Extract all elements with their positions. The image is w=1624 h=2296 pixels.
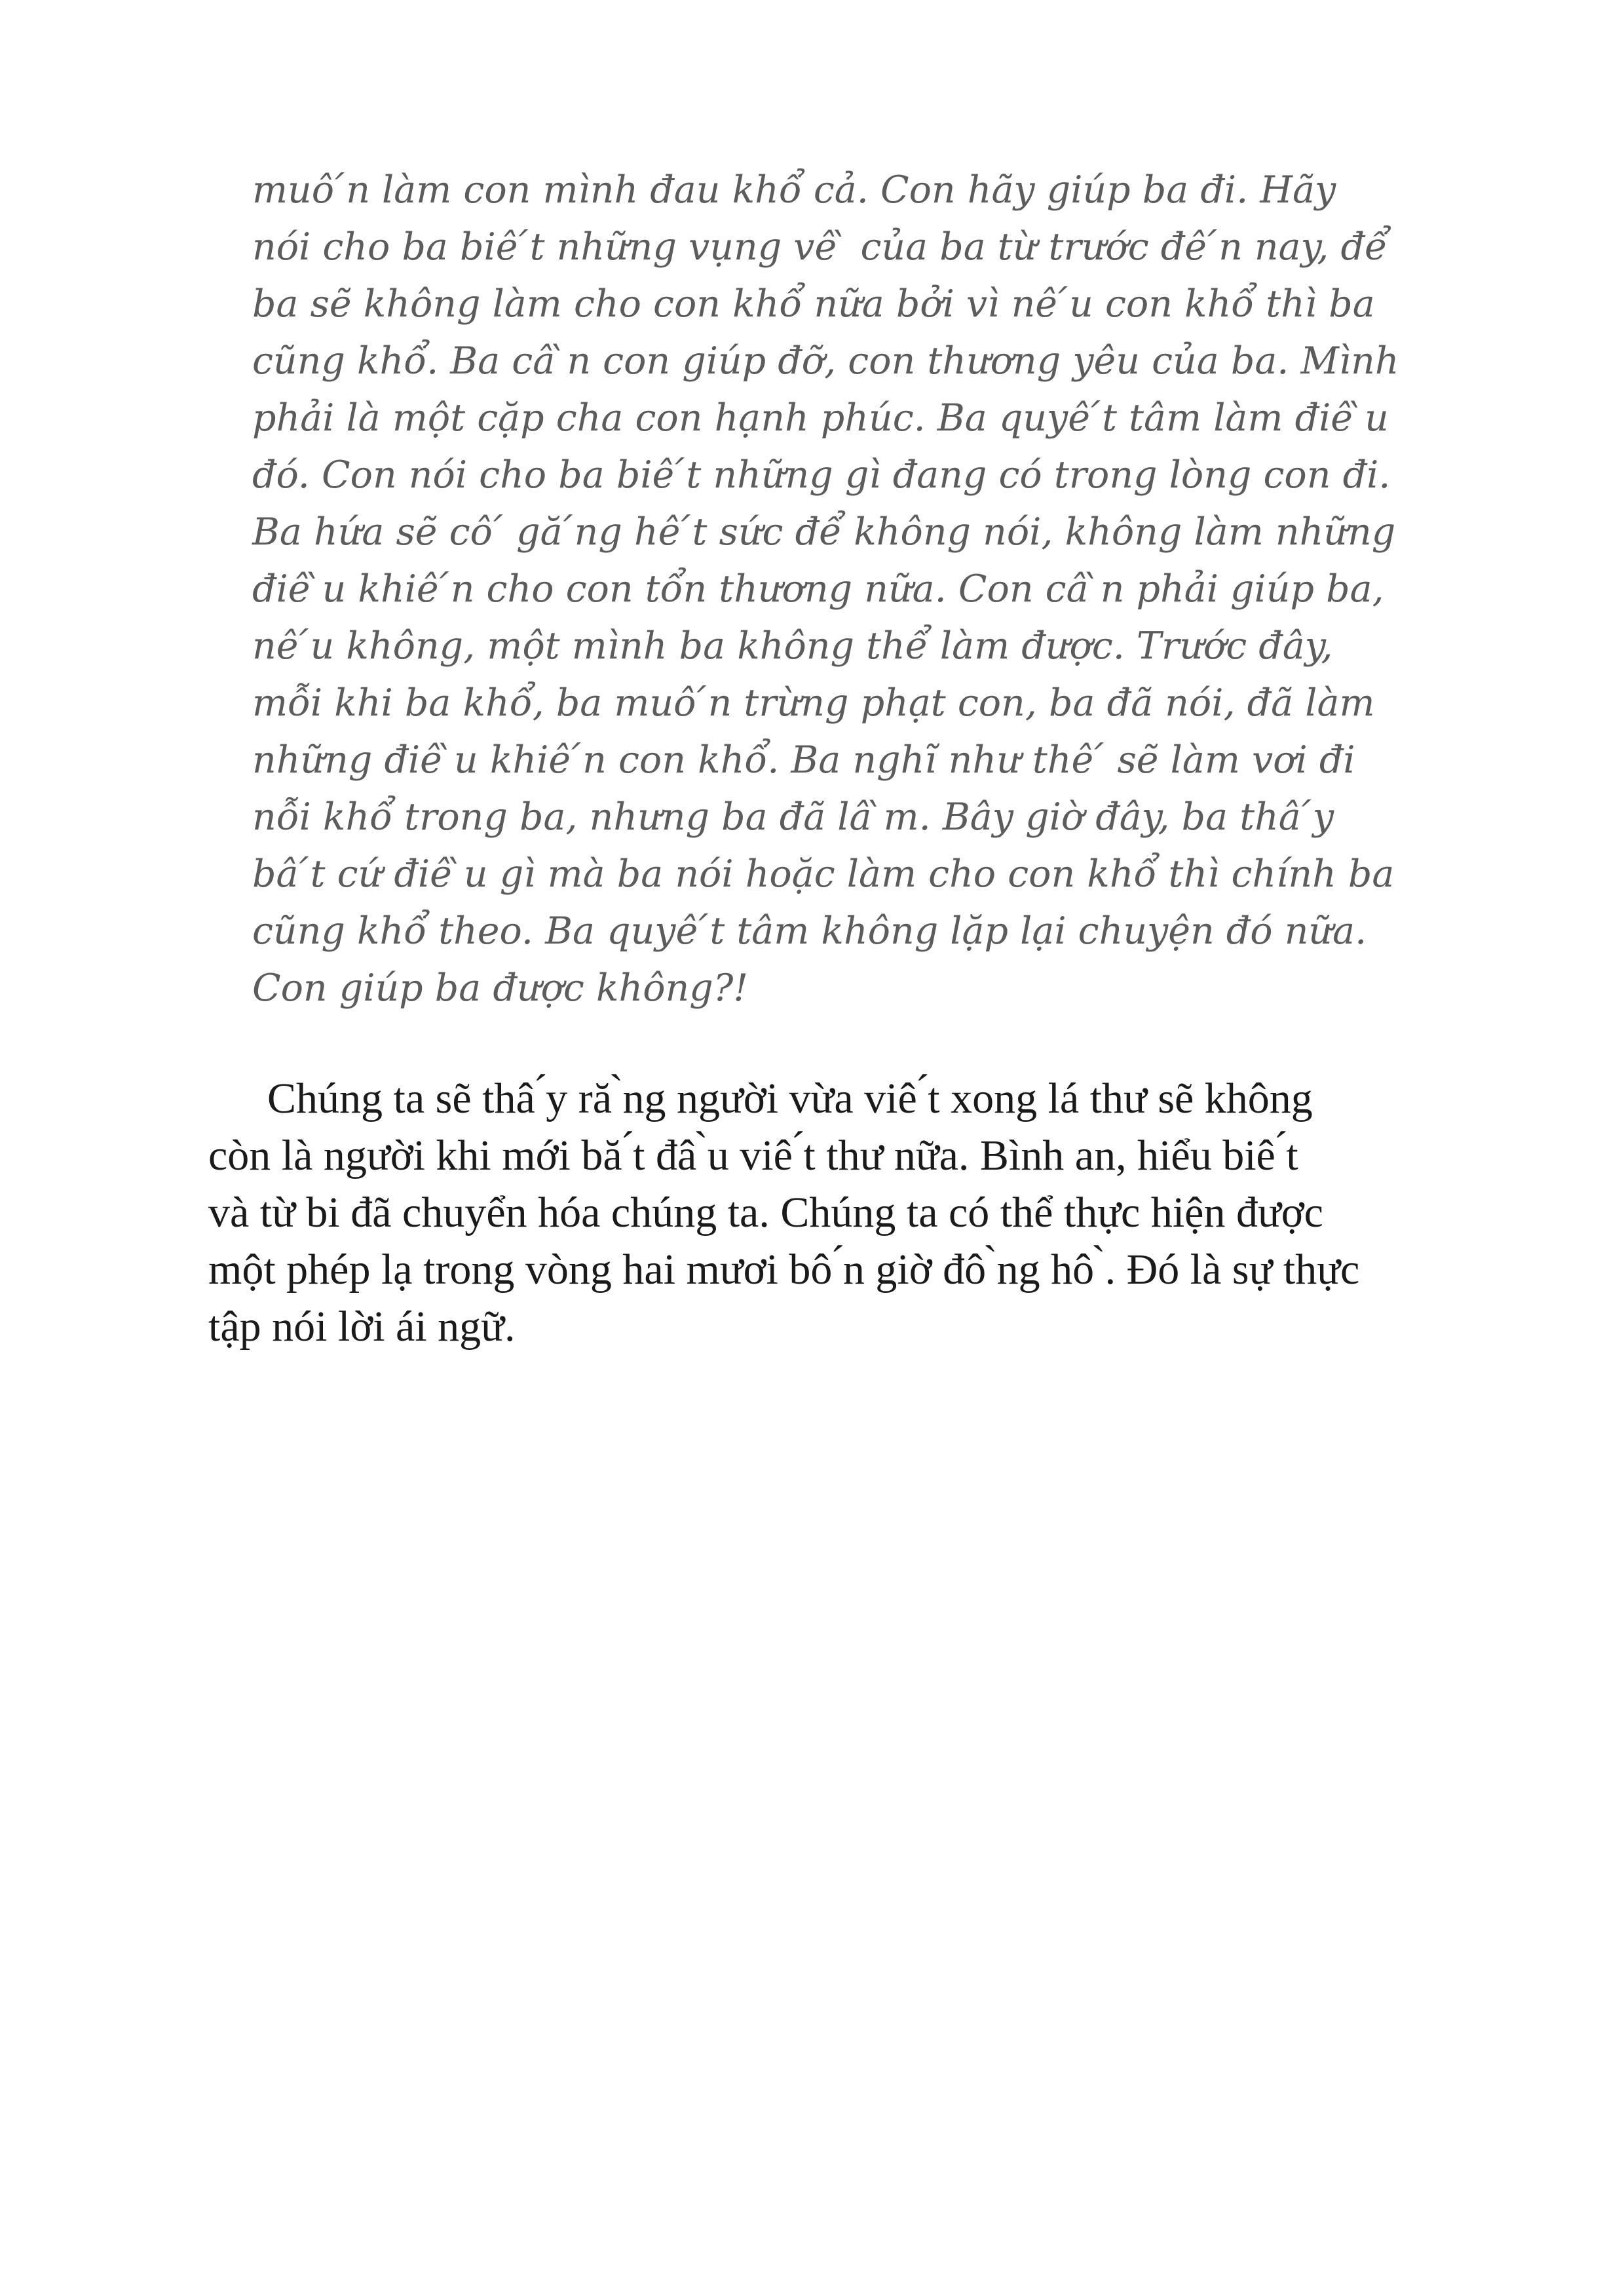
paragraph-line: còn là người khi mới bă ́t đâ ̀u viê ́t thư nữa. Bình an, hiểu biê ́t xyxy=(208,1132,1298,1179)
quote-line: Con giúp ba được không?! xyxy=(252,966,749,1010)
paragraph-line: một phép lạ trong vòng hai mươi bô ́n giờ đô ̀ng hô ̀. Đó là sự thực xyxy=(208,1246,1360,1293)
quote-line: những điê ̀u khiê ́n con khổ. Ba nghĩ như thê ́ sẽ làm vơi đi xyxy=(252,738,1355,782)
quote-line: cũng khổ. Ba câ ̀n con giúp đỡ, con thương yêu của ba. Mình xyxy=(252,339,1399,383)
body-paragraph xyxy=(208,1070,1453,1355)
paragraph-line: Chúng ta sẽ thâ ́y ră ̀ng người vừa viê ́t xong lá thư sẽ không xyxy=(267,1075,1313,1122)
quote-line: cũng khổ theo. Ba quyê ́t tâm không lặp lại chuyện đó nữa. xyxy=(252,909,1367,953)
quote-line: nói cho ba biê ́t những vụng vê ̀ của ba từ trước đê ́n nay, để xyxy=(252,225,1388,269)
quote-line: Ba hứa sẽ cô ́ gă ́ng hê ́t sức để không nói, không làm những xyxy=(252,510,1396,554)
quote-line: bâ ́t cứ điê ̀u gì mà ba nói hoặc làm cho con khổ thì chính ba xyxy=(252,852,1395,896)
paragraph-line: và từ bi đã chuyển hóa chúng ta. Chúng ta có thể thực hiện được xyxy=(208,1189,1323,1236)
quote-line: mỗi khi ba khổ, ba muô ́n trừng phạt con, ba đã nói, đã làm xyxy=(252,681,1375,725)
italic-quote-block xyxy=(252,162,1431,1017)
quote-line: phải là một cặp cha con hạnh phúc. Ba quyê ́t tâm làm điê ̀u xyxy=(252,396,1389,440)
quote-line: nê ́u không, một mình ba không thể làm được. Trước đây, xyxy=(252,624,1333,668)
quote-line: muô ́n làm con mình đau khổ cả. Con hãy giúp ba đi. Hãy xyxy=(252,168,1336,212)
quote-line: điê ̀u khiê ́n cho con tổn thương nữa. Con câ ̀n phải giúp ba, xyxy=(252,567,1384,611)
quote-line: đó. Con nói cho ba biê ́t những gì đang có trong lòng con đi. xyxy=(252,453,1391,497)
paragraph-line: tập nói lời ái ngữ. xyxy=(208,1303,516,1350)
quote-line: ba sẽ không làm cho con khổ nữa bởi vì nê ́u con khổ thì ba xyxy=(252,282,1375,326)
quote-line: nỗi khổ trong ba, nhưng ba đã lâ ̀m. Bây giờ đây, ba thâ ́y xyxy=(252,795,1334,839)
